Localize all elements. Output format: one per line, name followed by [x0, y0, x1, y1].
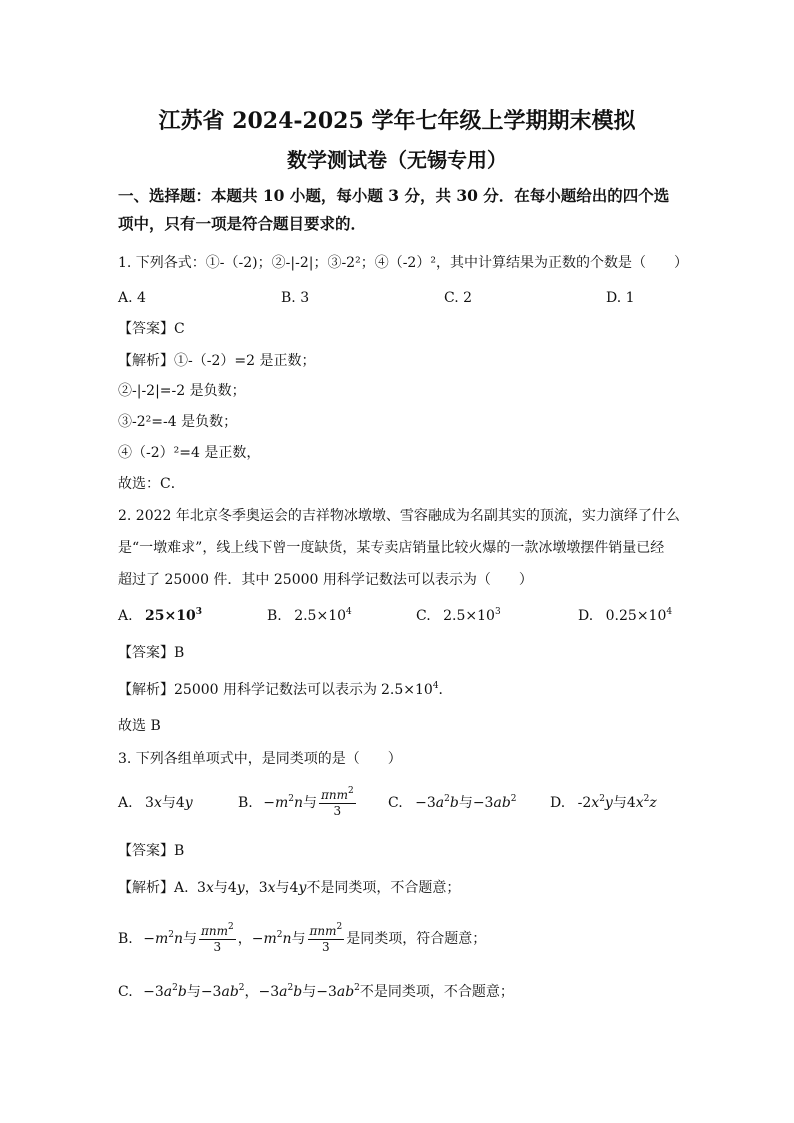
connector-text: 与: [302, 984, 317, 1000]
q2-explain: [118, 680, 453, 700]
option-label: C.: [388, 795, 403, 811]
option-expression: [606, 608, 672, 624]
connector-text: 与: [458, 795, 473, 811]
explain-text-end: ．: [438, 682, 453, 698]
connector-text: 与: [182, 931, 197, 947]
q3-option-d: [550, 793, 657, 813]
q3-option-c: [388, 793, 517, 813]
option-label: B.: [238, 795, 253, 811]
option-label: D.: [550, 795, 566, 811]
explain-text: B.: [118, 931, 133, 947]
q1-explain-2: ②-|-2|=-2 是负数；: [118, 383, 246, 399]
explain-text-end: 是同类项，符合题意；: [346, 931, 487, 947]
connector-text: 与: [612, 795, 627, 811]
q2-option-a: [118, 606, 202, 626]
q2-stem-line1: 2. 2022 年北京冬季奥运会的吉祥物冰墩墩、雪容融成为名副其实的顶流，实力演绎了什么: [118, 508, 680, 524]
connector-text: 与: [275, 880, 290, 896]
comma: ，: [237, 931, 252, 947]
expr-base: 2.5×10: [294, 608, 347, 624]
expr-exponent: 4: [432, 681, 439, 691]
section-heading-line2: 项中，只有一项是符合题目要求的．: [118, 214, 367, 233]
section-heading-line1: 一、选择题：本题共 10 小题，每小题 3 分，共 30 分．在每小题给出的四个选: [118, 186, 670, 205]
q2-option-d: [578, 606, 672, 626]
page-title: 江苏省 2024-2025 学年七年级上学期期末模拟: [158, 108, 636, 134]
q3-explain-b: B. $-m^2n$与 $\frac{\pi nm^2}{3}$ ，$-m^2n$与 $\frac{\pi nm^2}{3}$ 是同类项，符合题意；: [118, 921, 487, 954]
expr-base: 2.5×10: [443, 608, 495, 624]
comma: ，: [244, 880, 259, 896]
q2-stem-line3: 超过了 25000 件．其中 25000 用科学记数法可以表示为（ ）: [118, 572, 533, 588]
q1-option-c: C. 2: [444, 290, 473, 306]
explain-text-end: 不是同类项，不合题意；: [306, 880, 461, 896]
q3-option-b: [238, 786, 358, 820]
expr-exponent: 3: [494, 607, 501, 617]
q2-stem-line2: 是“一墩难求”，线上线下曾一度缺货，某专卖店销量比较火爆的一款冰墩墩摆件销量已经: [118, 540, 665, 556]
connector-text: 与: [161, 795, 176, 811]
q1-option-d: D. 1: [606, 290, 635, 306]
q3-stem: 3. 下列各组单项式中，是同类项的是（ ）: [118, 751, 402, 767]
q1-explain-4: ④（-2）²=4 是正数，: [118, 445, 261, 461]
explain-text: C.: [118, 984, 133, 1000]
explain-expression: [381, 682, 439, 698]
q1-explain-3: ③-2²=-4 是负数；: [118, 414, 238, 430]
page-subtitle: 数学测试卷（无锡专用）: [287, 148, 507, 172]
q1-option-b: B. 3: [281, 290, 310, 306]
q2-answer: 【答案】B: [118, 645, 185, 661]
explain-text: 【解析】A.: [118, 880, 189, 896]
q2-option-b: [267, 606, 352, 626]
option-label: A.: [118, 608, 133, 624]
q3-option-a: [118, 793, 193, 813]
explain-text: 【解析】25000 用科学记数法可以表示为: [118, 682, 377, 698]
option-expression: $-3a^2b$与$-3ab^2$: [415, 794, 517, 811]
expr-exponent: 4: [666, 607, 673, 617]
option-label: B.: [267, 608, 282, 624]
option-expression: [294, 608, 352, 624]
q3-explain-c: C. $-3a^2b$与$-3ab^2$，$-3a^2b$与$-3ab^2$不是同类项，不合题意；: [118, 983, 514, 1000]
q2-conclusion: 故选 B: [118, 718, 161, 734]
expr-exponent: 3: [195, 607, 202, 617]
option-label: D.: [578, 608, 594, 624]
connector-text: 与: [291, 931, 306, 947]
expr-exponent: 4: [346, 607, 352, 617]
q1-conclusion: 故选：C．: [118, 476, 185, 492]
q1-stem: 1. 下列各式：①-（-2)；②-|-2|；③-2²；④（-2）²，其中计算结果为正数的个数是（ ）: [118, 255, 688, 271]
option-expression: [443, 608, 501, 624]
expr-base: 25×10: [145, 608, 196, 624]
q2-option-c: [416, 606, 501, 626]
q1-answer: 【答案】C: [118, 321, 185, 337]
option-expression: [145, 608, 202, 624]
option-label: A.: [118, 795, 133, 811]
option-label: C.: [416, 608, 431, 624]
connector-text: 与: [186, 984, 201, 1000]
connector-text: 与: [213, 880, 228, 896]
q3-explain-a: 【解析】A. 3x与4y，3x与4y不是同类项，不合题意；: [118, 880, 461, 896]
option-expression: $-2x^2y$与$4x^2z$: [577, 794, 657, 811]
expr-base: 0.25×10: [605, 608, 667, 624]
expr-base: 2.5×10: [381, 682, 433, 698]
comma: ，: [244, 984, 259, 1000]
option-expression: 3x与4y: [145, 795, 193, 811]
q1-explain-1: 【解析】①-（-2）=2 是正数；: [118, 353, 316, 369]
option-expression: $-m^2n$与 $\frac{\pi nm^2}{3}$: [263, 785, 354, 818]
explain-text-end: 不是同类项，不合题意；: [359, 984, 514, 1000]
connector-text: 与: [302, 795, 317, 811]
q3-answer: 【答案】B: [118, 843, 185, 859]
q1-option-a: A. 4: [118, 290, 146, 306]
